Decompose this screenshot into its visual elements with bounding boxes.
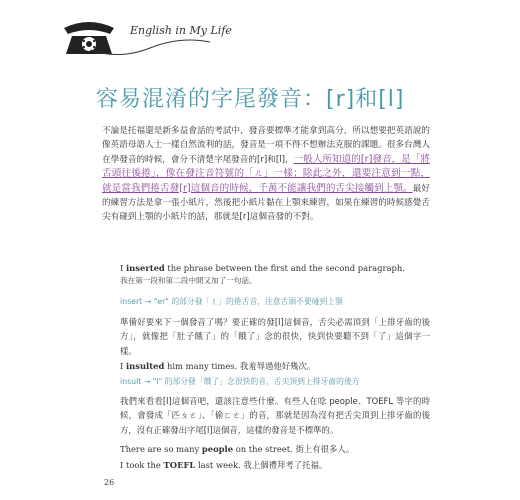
paragraph-two: 準備好要來下一個發音了嗎？要正確的發[l]這個音，舌尖必需頂到「上排牙齒的後方」，就像把「肚子餓了」的「餓了」念的很快，快到快要聽不到「了」這個字一樣。 — [120, 317, 430, 356]
example-sentence-en — [120, 262, 420, 274]
example-sentence-zh: 我在第一段和第二段中間又加了一句話。 — [120, 276, 257, 285]
highlighted-text: 一般人所知道的[r]發音，是「將舌頭往後捲」，像在發注音符號的「ㄦ」一樣；除此之外，還要注意到一點，就是當我們捲舌發[r]這個音的時候，千萬不能讓我們的舌尖接觸到上顎。 — [102, 153, 430, 194]
example-sentence-zh: 街上有很多人。 — [292, 444, 355, 454]
example-en-prefix: There are so many — [120, 444, 202, 454]
page-number: 26 — [104, 478, 115, 487]
example-en-suffix: him many times. — [164, 361, 238, 371]
intro-text-after: 最好的練習方法是拿一張小紙片，然後把小紙片黏在上顎來練習，如果在練習的時候感覺舌尖有碰到上顎的小紙片的話，那就是[r]這個音發的不對。 — [102, 183, 430, 223]
example-en-suffix: last week. — [195, 460, 241, 470]
example-en-prefix: I took the — [120, 460, 164, 470]
paragraph-three: 我們來看看[l]這個音吧，還該注意些什麼。有些人在唸 people、TOEFL 等字的時候，會發成「匹ㄆㄜ」、「偷ㄈㄜ」的音，那就是因為沒有把舌尖頂到上排牙齒的後方，沒有正確發出字尾[l]這個音，這樣的發音是不標準的。 — [120, 396, 430, 435]
example-sentence-en — [120, 360, 420, 372]
example-sentence-en — [120, 443, 420, 455]
pronunciation-note: insert → "er" 的部分發「ㄦ」的捲舌音，注意舌頭不要碰到上顎 — [120, 297, 343, 306]
example-en-suffix: the phrase between the first and the second paragraph. — [164, 263, 405, 273]
example-en-prefix: I — [120, 361, 126, 371]
running-title: English in My Life — [130, 24, 232, 37]
pronunciation-note: insult → "l" 的部分發「餓了」念很快的音，舌尖頂到上排牙齒的後方 — [120, 377, 360, 386]
telephone-cord — [90, 38, 210, 58]
page-title: 容易混淆的字尾發音：[r]和[l] — [96, 87, 405, 112]
example-keyword: people — [201, 444, 234, 454]
example-en-suffix: on the street. — [233, 444, 293, 454]
example-sentence-en — [120, 459, 420, 471]
example-keyword: inserted — [125, 263, 165, 273]
example-keyword: insulted — [125, 361, 165, 371]
intro-paragraph — [102, 124, 430, 225]
intro-text-before: 不論是托福還是新多益會話的考試中，發音要標準才能拿到高分，所以想要把英語說的像英語母語人士一樣自然流利的話，發音是一項不得不想辦法克服的課題。很多台灣人在學發音的時候，會分不清楚字尾發音的[r]和[l]， — [102, 126, 430, 165]
example-en-prefix: I — [120, 263, 126, 273]
example-sentence-zh: 我羞辱過他好幾次。 — [237, 361, 316, 371]
example-sentence-zh: 我上個禮拜考了托福。 — [240, 460, 328, 470]
example-keyword: TOEFL — [163, 460, 196, 470]
